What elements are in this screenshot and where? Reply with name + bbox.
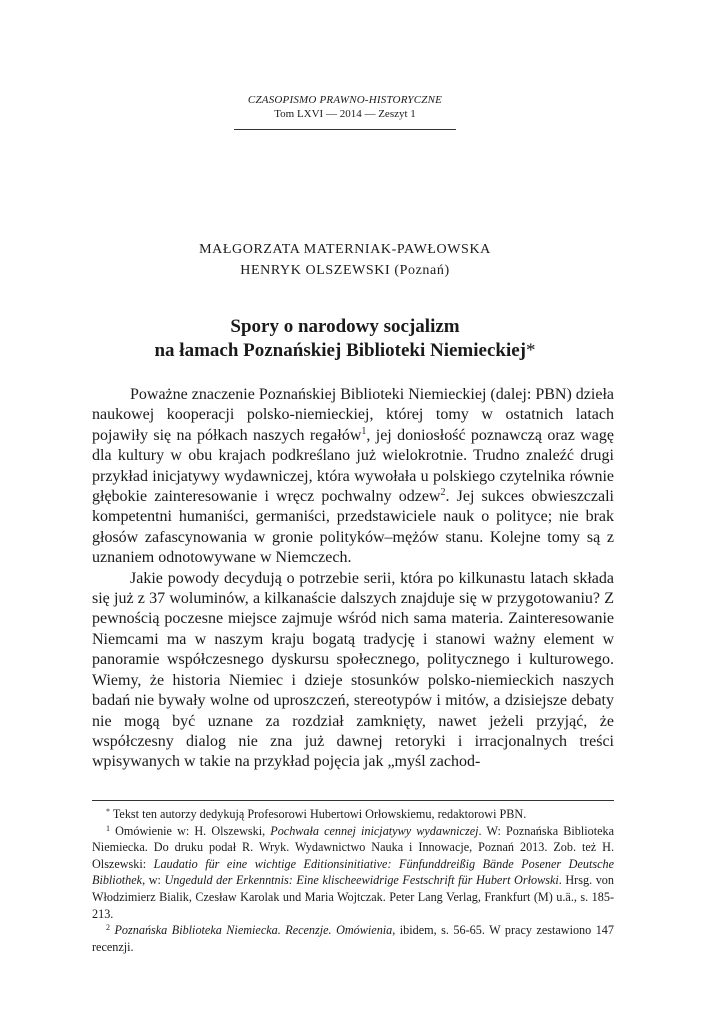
footnote-rule (92, 800, 614, 801)
footnote-star-mark: * (106, 807, 110, 816)
paragraph-1-text-b: , jej doniosłość poznawczą oraz wagę dla kultury w obu krajach podkreślano już wielokrotnie. Trudno znaleźć drugi przykład inicjatywy wydawniczej, która wywołała u polskiego czytelnika równie głębokie zainteresowanie i wręcz pochwalny odzew (92, 426, 614, 506)
footnote-1-mark: 1 (106, 823, 110, 833)
title-footnote-marker: * (526, 340, 536, 361)
footnote-2-text-b: , ibidem, s. 56-65. W pracy zestawiono 147 recenzji. (92, 923, 614, 954)
header-rule (234, 129, 456, 130)
footnote-ref-1: 1 (361, 425, 367, 437)
footnote-1-text-b: Pochwała cennej inicjatywy wydawniczej (270, 823, 479, 838)
footnote-star (92, 806, 614, 823)
footnote-ref-2: 2 (440, 487, 446, 499)
journal-title: CZASOPISMO PRAWNO-HISTORYCZNE (247, 94, 443, 106)
footnote-1-text-c: . W: Poznańska Biblioteka Niemiecka. Do druku podał R. Wryk. Wydawnictwo Nauka i Innowacje, Poznań 2013. Zob. też H. Olszewski: (92, 823, 615, 871)
footnotes (92, 806, 614, 955)
article-title-text: na łamach Poznańskiej Biblioteki Niemieckiej (154, 340, 527, 361)
footnote-1-text-f: Ungeduld der Erkenntnis: Eine klischeewidrige Festschrift für Hubert Orłowski (164, 873, 559, 888)
author-name-2: HENRYK OLSZEWSKI (Poznań) (240, 263, 450, 278)
footnote-1-text-g: . Hrsg. von Włodzimierz Bialik, Czesław Karolak und Maria Wojtczak. Peter Lang Verlag, Frankfurt (M) u.ä., s. 185-213. (92, 873, 614, 921)
footnote-1-text-e: , w: (142, 873, 165, 888)
footnote-2 (92, 922, 614, 955)
body-paragraph-2: Jakie powody decydują o potrzebie serii, która po kilkunastu latach składa się już z 37 woluminów, a kilkanaście dalszych znajduje się w przygotowaniu? Z pewnością poczesne miejsce zajmuje wśród nich sama materia. Zainteresowanie Niemcami ma w naszym kraju bogatą tradycję i stanowi ważny element w panoramie współczesnego dyskursu społecznego, politycznego i kulturowego. Wiemy, że historia Niemiec i dzieje stosunków polsko-niemieckich naszych badań nie bywały wolne od uproszczeń, stereotypów i mitów, a dzisiejsze debaty nie mogą być uznane za rozdział zamknięty, nawet jeżeli przyjąć, że współczesny dialog nie zna już dawnej retoryki i irracjonalnych treści wpisywanych w takie na przykład pojęcia jak „myśl zachod- (92, 569, 614, 771)
footnote-2-mark: 2 (106, 923, 110, 933)
footnote-1 (92, 823, 614, 923)
body-paragraph-1 (92, 385, 614, 569)
article-title-line-2 (0, 339, 690, 363)
article-body (92, 385, 614, 773)
footnote-star-text: Tekst ten autorzy dedykują Profesorowi Hubertowi Orłowskiemu, redaktorowi PBN. (112, 807, 527, 821)
paragraph-1-text-a: Poważne znaczenie Poznańskiej Biblioteki Niemieckiej (dalej: PBN) dzieła naukowej kooperacji polsko-niemieckiej, której tomy w ostatnich latach pojawiły się na półkach naszych regałów (92, 386, 614, 444)
paragraph-1-text-c: . Jej sukces obwieszczali kompetentni humaniści, germaniści, przedstawiciele nauk o polityce; nie brak głosów zafascynowania w gronie polityków–mężów stanu. Kolejne tomy są z uznaniem odnotowywane w Niemczech. (92, 488, 614, 567)
journal-issue: Tom LXVI — 2014 — Zeszyt 1 (274, 108, 416, 120)
footnote-2-text-a: Poznańska Biblioteka Niemiecka. Recenzje. Omówienia (114, 923, 393, 938)
footnote-1-text-a: Omówienie w: H. Olszewski, (115, 823, 271, 838)
author-name-1: MAŁGORZATA MATERNIAK-PAWŁOWSKA (199, 242, 491, 257)
article-title-line-1: Spory o narodowy socjalizm (230, 316, 460, 337)
footnote-1-text-d: Laudatio für eine wichtige Editionsinitiative: Fünfunddreißig Bände Posener Deutsche Bibliothek (92, 856, 614, 888)
